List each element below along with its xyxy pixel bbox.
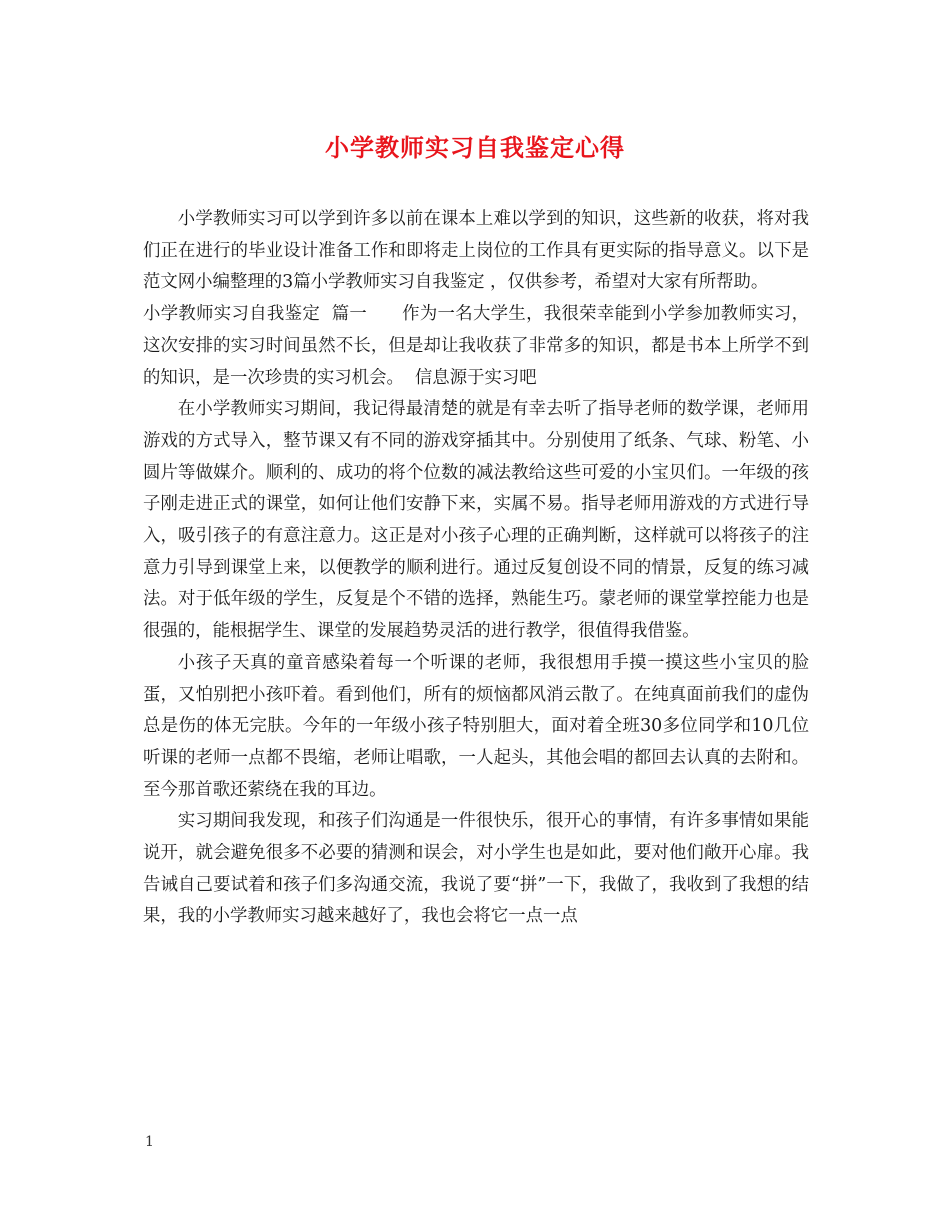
paragraph-communication: 实习期间我发现，和孩子们沟通是一件很快乐，很开心的事情，有许多事情如果能说开，就会避免很多不必要的猜测和误会，对小学生也是如此，要对他们敞开心扉。我告诫自己要试着和孩子们多沟通交流，我说了要“拼”一下，我做了，我收到了我想的结果，我的小学教师实习越来越好了，我也会将它一点一点 [143,811,809,927]
paragraph-section-one: 小学教师实习自我鉴定 篇一 作为一名大学生，我很荣幸能到小学参加教师实习，这次安排的实习时间虽然不长，但是却让我收获了非常多的知识，都是书本上所学不到的知识，是一次珍贵的实习机会。 信息源于实习吧 [143,304,809,388]
page-number: 1 [145,1134,154,1150]
paragraph-math-class: 在小学教师实习期间，我记得最清楚的就是有幸去听了指导老师的数学课，老师用游戏的方式导入，整节课又有不同的游戏穿插其中。分别使用了纸条、气球、粉笔、小圆片等做媒介。顺利的、成功的将个位数的减法教给这些可爱的小宝贝们。一年级的孩子刚走进正式的课堂，如何让他们安静下来，实属不易。指导老师用游戏的方式进行导入，吸引孩子的有意注意力。这正是对小孩子心理的正确判断，这样就可以将孩子的注意力引导到课堂上来，以便教学的顺利进行。通过反复创设不同的情景，反复的练习减法。对于低年级的学生，反复是个不错的选择，熟能生巧。蒙老师的课堂掌控能力也是很强的，能根据学生、课堂的发展趋势灵活的进行教学，很值得我借鉴。 [143,399,809,642]
paragraph-intro: 小学教师实习可以学到许多以前在课本上难以学到的知识，这些新的收获，将对我们正在进行的毕业设计准备工作和即将走上岗位的工作具有更实际的指导意义。以下是范文网小编整理的3篇小学教师实习自我鉴定 ，仅供参考，希望对大家有所帮助。 [143,209,809,293]
document-body [143,204,809,933]
document-title: 小学教师实习自我鉴定心得 [325,133,625,162]
paragraph-children: 小孩子天真的童音感染着每一个听课的老师，我很想用手摸一摸这些小宝贝的脸蛋，又怕别把小孩吓着。看到他们，所有的烦恼都风消云散了。在纯真面前我们的虚伪总是伤的体无完肤。今年的一年级小孩子特别胆大，面对着全班30多位同学和10几位听课的老师一点都不畏缩，老师让唱歌，一人起头，其他会唱的都回去认真的去附和。至今那首歌还萦绕在我的耳边。 [143,652,809,800]
